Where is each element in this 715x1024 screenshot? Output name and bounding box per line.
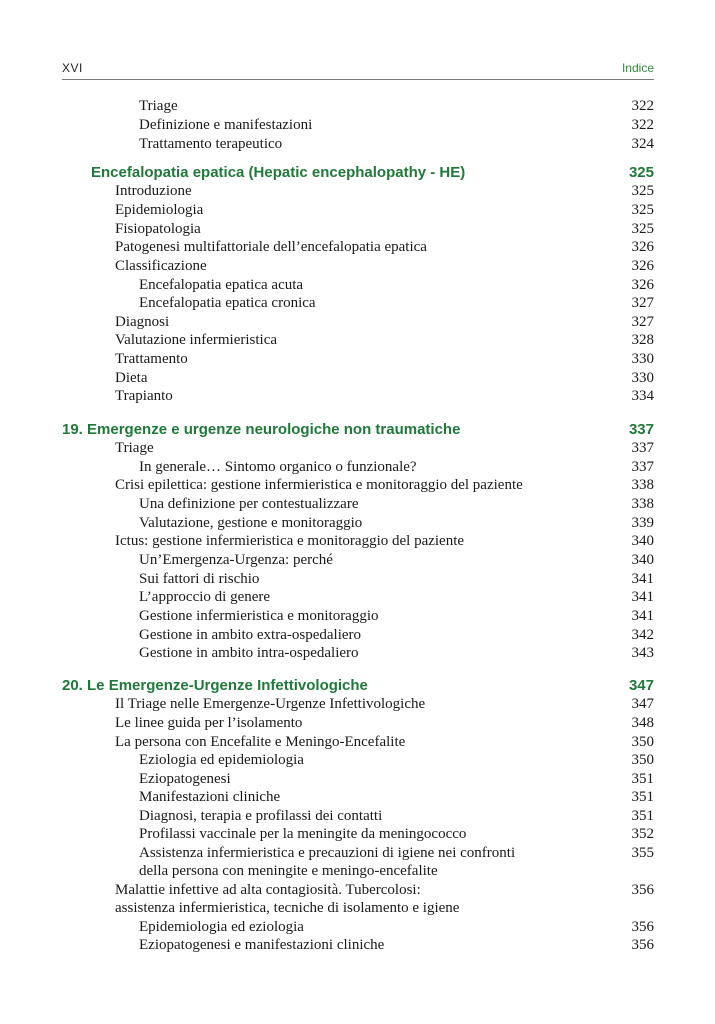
toc-page-number: 334 [631,388,654,404]
toc-entry: Gestione in ambito intra-ospedaliero [139,645,359,661]
toc-entry: Diagnosi, terapia e profilassi dei contatti [139,808,383,824]
toc-page-number: 352 [631,826,654,842]
toc-entry: Eziopatogenesi e manifestazioni cliniche [139,937,385,953]
toc-entry: Eziopatogenesi [139,771,231,787]
toc-page-number: 340 [631,552,654,568]
toc-page-number: 325 [631,202,654,218]
toc-entry: Dieta [115,370,148,386]
toc-page-number: 324 [631,136,654,152]
toc-entry: Diagnosi [115,314,170,330]
toc-page-number: 326 [631,239,654,255]
toc-entry: Trattamento terapeutico [139,136,283,152]
toc-entry: Valutazione, gestione e monitoraggio [139,515,363,531]
toc-page-number: 327 [631,314,654,330]
toc-entry: Sui fattori di rischio [139,571,260,587]
toc-page-number: 351 [631,808,654,824]
toc-chapter-title: 20. Le Emergenze-Urgenze Infettivologiche [62,677,368,694]
toc-entry: In generale… Sintomo organico o funzionale? [139,459,417,475]
toc-entry: Assistenza infermieristica e precauzioni di igiene nei confronti [139,845,516,861]
toc-entry: Trapianto [115,388,173,404]
page-number: XVI [62,61,83,75]
toc-page-number: 350 [631,734,654,750]
toc-entry: Manifestazioni cliniche [139,789,281,805]
toc-entry: Classificazione [115,258,207,274]
toc-page-number: 356 [631,919,654,935]
toc-page-number: 348 [631,715,654,731]
toc-page-number: 325 [631,221,654,237]
toc-page-number: 326 [631,277,654,293]
toc-entry: Encefalopatia epatica cronica [139,295,316,311]
toc-entry: Introduzione [115,183,192,199]
toc-page-number: 328 [631,332,654,348]
toc-entry: Triage [115,440,154,456]
toc-entry: Ictus: gestione infermieristica e monitoraggio del paziente [115,533,465,549]
toc-page-number: 351 [631,789,654,805]
toc-entry: Malattie infettive ad alta contagiosità. Tubercolosi: [115,882,421,898]
toc-page-number: 341 [631,571,654,587]
toc-entry: Le linee guida per l’isolamento [115,715,303,731]
toc-entry: Un’Emergenza-Urgenza: perché [139,552,333,568]
toc-chapter-title: 19. Emergenze e urgenze neurologiche non traumatiche [62,421,461,438]
toc-entry-continuation: della persona con meningite e meningo-encefalite [139,863,438,879]
toc-page-number: 356 [631,937,654,953]
toc-page-number: 343 [631,645,654,661]
toc-entry: Profilassi vaccinale per la meningite da meningococco [139,826,467,842]
toc-entry: Gestione in ambito extra-ospedaliero [139,627,362,643]
toc-entry-continuation: assistenza infermieristica, tecniche di isolamento e igiene [115,900,460,916]
toc-page-number: 322 [631,117,654,133]
toc-entry: Eziologia ed epidemiologia [139,752,304,768]
toc-section-title: Encefalopatia epatica (Hepatic encephalopathy - HE) [91,164,466,181]
toc-page-number: 347 [631,696,654,712]
toc-page-number: 339 [631,515,654,531]
toc-entry: Triage [139,98,178,114]
toc-entry: Encefalopatia epatica acuta [139,277,304,293]
toc-entry: Valutazione infermieristica [115,332,278,348]
toc-page-number: 337 [631,440,654,456]
toc-page-number: 356 [631,882,654,898]
toc-section-page: 325 [628,164,654,181]
toc-entry: Il Triage nelle Emergenze-Urgenze Infettivologiche [115,696,426,712]
toc-entry: Crisi epilettica: gestione infermieristica e monitoraggio del paziente [115,477,523,493]
toc-page-number: 350 [631,752,654,768]
toc-page-number: 351 [631,771,654,787]
toc-page-number: 338 [631,496,654,512]
toc-page-number: 325 [631,183,654,199]
toc-page-number: 338 [631,477,654,493]
toc-entry: Una definizione per contestualizzare [139,496,359,512]
toc-chapter-page: 347 [628,677,654,694]
toc-entry: Patogenesi multifattoriale dell’encefalopatia epatica [115,239,427,255]
toc-page-number: 327 [631,295,654,311]
toc-page-number: 342 [631,627,654,643]
toc-page-number: 326 [631,258,654,274]
toc-entry: Gestione infermieristica e monitoraggio [139,608,379,624]
toc-page-number: 337 [631,459,654,475]
toc-page-number: 322 [631,98,654,114]
running-title: Indice [621,61,654,75]
toc-entry: Epidemiologia [115,202,204,218]
toc-page-number: 330 [631,351,654,367]
toc-chapter-page: 337 [628,421,654,438]
toc-page-number: 330 [631,370,654,386]
toc-page-number: 341 [631,589,654,605]
toc-entry: Epidemiologia ed eziologia [139,919,304,935]
toc-page-number: 355 [631,845,654,861]
toc-entry: La persona con Encefalite e Meningo-Encefalite [115,734,406,750]
toc-page-number: 340 [631,533,654,549]
toc-entry: Fisiopatologia [115,221,201,237]
toc-entry: L’approccio di genere [139,589,271,605]
toc-entry: Definizione e manifestazioni [139,117,313,133]
toc-entry: Trattamento [115,351,188,367]
toc-page-number: 341 [631,608,654,624]
